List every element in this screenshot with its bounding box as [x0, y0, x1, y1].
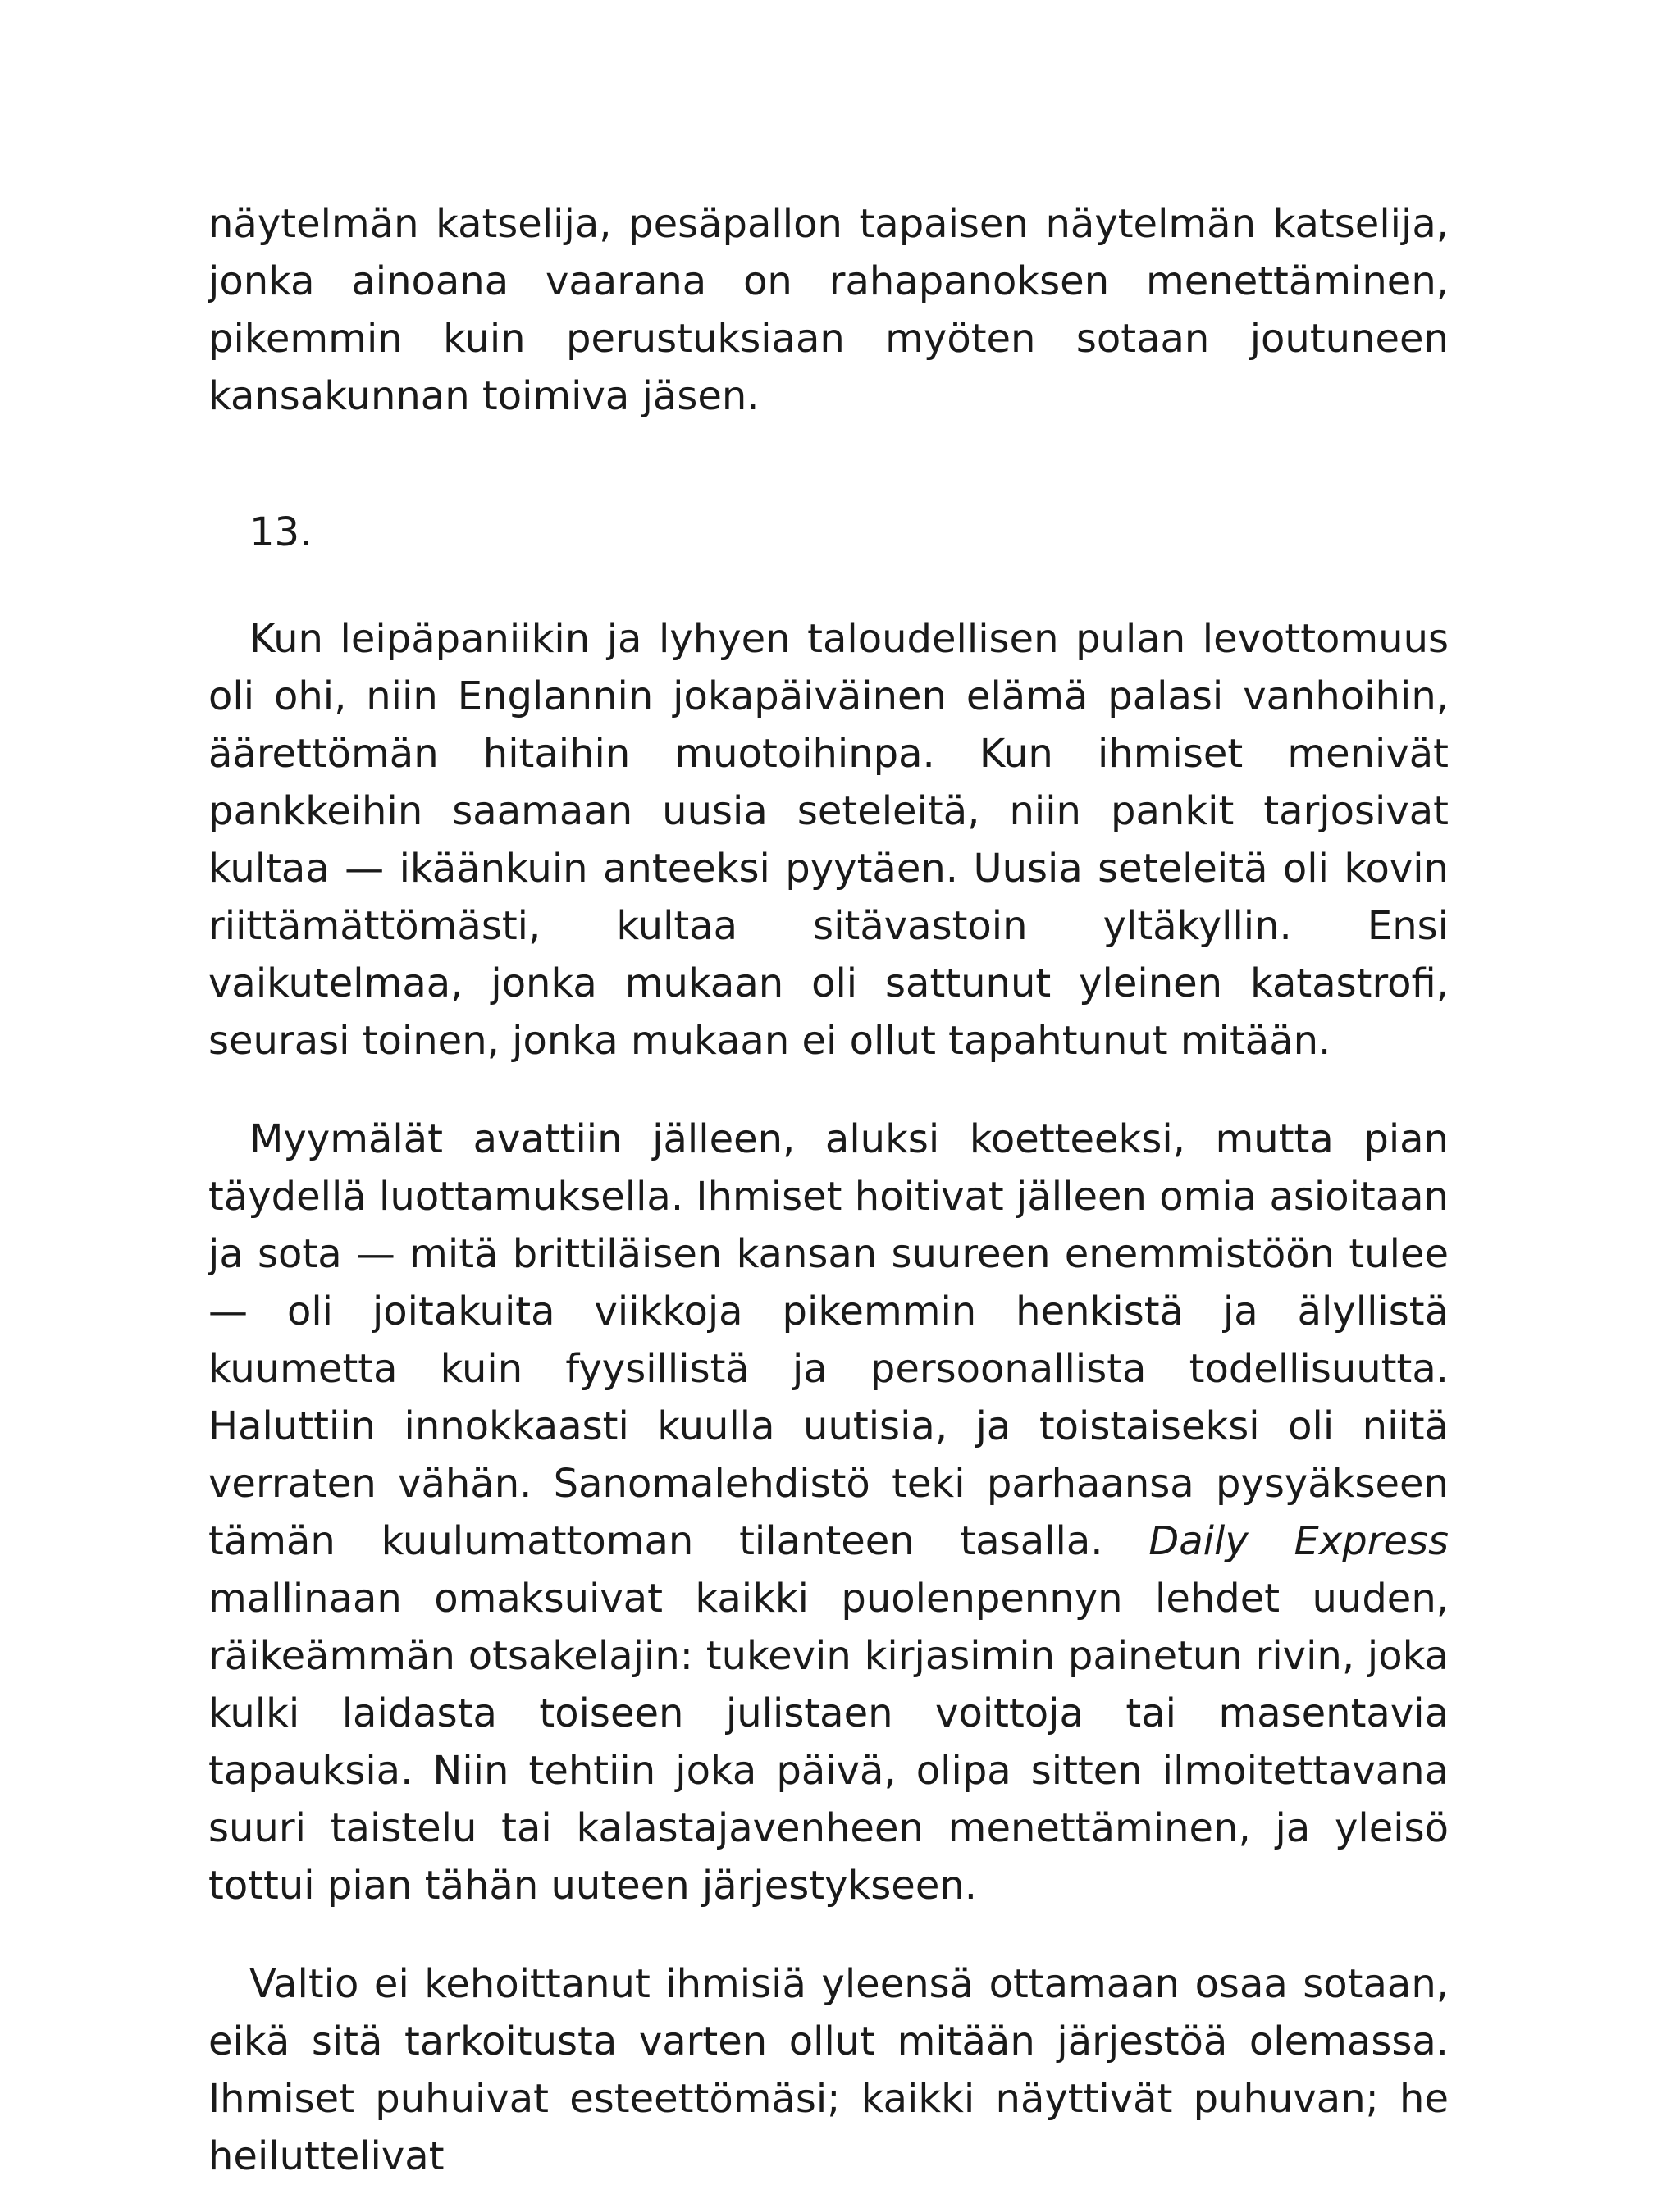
paragraph-1: Kun leipäpaniikin ja lyhyen taloudellisen pulan levottomuus oli ohi, niin Englannin jokapäiväinen elämä palasi vanhoihin, äärettömän hitaihin muotoihinpa. Kun ihmiset menivät pankkeihin saamaan uusia seteleitä, niin pankit tarjosivat kultaa — ikäänkuin anteeksi pyytäen. Uusia seteleitä oli kovin riittämättömästi, kultaa sitävastoin yltäkyllin. Ensi vaikutelmaa, jonka mukaan oli sattunut yleinen katastrofi, seurasi toinen, jonka mukaan ei ollut tapahtunut mitään.: [208, 616, 1449, 1064]
paragraph-2: [208, 1111, 1449, 1914]
newspaper-title: Daily Express: [1148, 1518, 1449, 1564]
document-page: [208, 195, 1449, 2185]
chapter-number: 13.: [249, 509, 313, 555]
continued-paragraph: näytelmän katselija, pesäpallon tapaisen näytelmän katselija, jonka ainoana vaarana on rahapanoksen menettäminen, pikemmin kuin perustuksiaan myöten sotaan joutuneen kansakunnan toimiva jäsen.: [208, 201, 1449, 419]
paragraph-2-text-before: Myymälät avattiin jälleen, aluksi koetteeksi, mutta pian täydellä luottamuksella. Ihmiset hoitivat jälleen omia asioitaan ja sota — mitä brittiläisen kansan suureen enemmistöön tulee — oli joitakuita viikkoja pikemmin henkistä ja älyllistä kuumetta kuin fyysillistä ja persoonallista todellisuutta. Haluttiin innokkaasti kuulla uutisia, ja toistaiseksi oli niitä verraten vähän. Sanomalehdistö teki parhaansa pysyäkseen tämän kuulumattoman tilanteen tasalla.: [208, 1116, 1449, 1564]
paragraph-2-text-after: mallinaan omaksuivat kaikki puolenpennyn lehdet uuden, räikeämmän otsakelajin: tukevin kirjasimin painetun rivin, joka kulki laidasta toiseen julistaen voittoja tai masentavia tapauksia. Niin tehtiin joka päivä, olipa sitten ilmoitettavana suuri taistelu tai kalastajavenheen menettäminen, ja yleisö tottui pian tähän uuteen järjestykseen.: [208, 1576, 1449, 1909]
paragraph-3: Valtio ei kehoittanut ihmisiä yleensä ottamaan osaa sotaan, eikä sitä tarkoitusta varten ollut mitään järjestöä olemassa. Ihmiset puhuivat esteettömäsi; kaikki näyttivät puhuvan; he heiluttelivat: [208, 1961, 1449, 2179]
